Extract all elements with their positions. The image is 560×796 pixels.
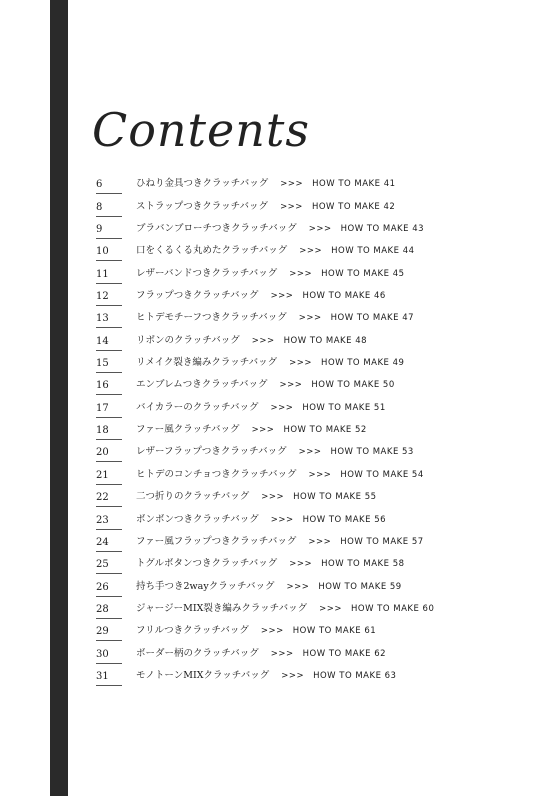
page-number: 8 <box>96 203 122 217</box>
entry-title: エンブレムつきクラッチバッグ <box>136 379 268 391</box>
arrow-separator: >>> <box>280 201 303 212</box>
page-number: 11 <box>96 270 122 284</box>
how-to-make-reference: HOW TO MAKE 42 <box>311 201 396 212</box>
entry-title: ボンボンつきクラッチバッグ <box>136 513 259 525</box>
how-to-make-reference: HOW TO MAKE 54 <box>340 469 424 480</box>
entry-title: リメイク裂き編みクラッチバッグ <box>136 357 278 369</box>
toc-entry[interactable] <box>96 395 516 417</box>
how-to-make-reference: HOW TO MAKE 50 <box>311 380 395 391</box>
arrow-separator: >>> <box>286 581 310 592</box>
entry-title: ファー風クラッチバッグ <box>136 424 240 436</box>
page-number: 18 <box>96 426 122 440</box>
how-to-make-reference: HOW TO MAKE 51 <box>302 402 386 413</box>
toc-entry[interactable] <box>96 619 516 641</box>
book-spine-bar <box>50 0 68 796</box>
page-number: 17 <box>96 404 122 418</box>
how-to-make-reference: HOW TO MAKE 59 <box>318 581 402 592</box>
toc-entry[interactable] <box>96 328 516 350</box>
page-number: 9 <box>96 225 122 239</box>
entry-title: 口をくるくる丸めたクラッチバッグ <box>136 245 288 257</box>
entry-title: ヒトデモチーフつきクラッチバッグ <box>136 312 287 324</box>
arrow-separator: >>> <box>281 670 305 681</box>
entry-title: ジャージーMIX裂き編みクラッチバッグ <box>136 602 308 614</box>
page-number: 26 <box>96 583 122 597</box>
page-title: Contents <box>92 102 310 157</box>
entry-title: バイカラーのクラッチバッグ <box>136 401 259 413</box>
arrow-separator: >>> <box>289 358 313 369</box>
arrow-separator: >>> <box>298 447 322 458</box>
arrow-separator: >>> <box>251 425 275 436</box>
table-of-contents <box>96 172 516 686</box>
how-to-make-reference: HOW TO MAKE 49 <box>321 358 405 369</box>
arrow-separator: >>> <box>270 648 294 659</box>
toc-entry[interactable] <box>96 418 516 440</box>
arrow-separator: >>> <box>251 335 275 346</box>
page-number: 30 <box>96 650 122 664</box>
entry-title: ヒトデのコンチョつきクラッチバッグ <box>136 468 297 480</box>
how-to-make-reference: HOW TO MAKE 44 <box>331 246 415 257</box>
toc-entry[interactable] <box>96 485 516 507</box>
how-to-make-reference: HOW TO MAKE 48 <box>283 335 368 346</box>
toc-entry[interactable] <box>96 574 516 596</box>
how-to-make-reference: HOW TO MAKE 43 <box>340 224 425 235</box>
entry-title: フリルつきクラッチバッグ <box>136 625 249 637</box>
how-to-make-reference: HOW TO MAKE 53 <box>330 447 414 458</box>
entry-title: トグルボタンつきクラッチバッグ <box>136 558 278 570</box>
how-to-make-reference: HOW TO MAKE 45 <box>321 268 405 279</box>
toc-entry[interactable] <box>96 530 516 552</box>
toc-entry[interactable] <box>96 284 516 306</box>
entry-title: ブラバンブローチつきクラッチバッグ <box>136 223 297 235</box>
page-number: 23 <box>96 516 122 530</box>
entry-title: 持ち手つき2wayクラッチバッグ <box>136 580 275 592</box>
arrow-separator: >>> <box>280 179 304 190</box>
toc-entry[interactable] <box>96 664 516 686</box>
arrow-separator: >>> <box>270 514 294 525</box>
toc-entry[interactable] <box>96 440 516 462</box>
how-to-make-reference: HOW TO MAKE 47 <box>330 313 415 324</box>
toc-entry[interactable] <box>96 597 516 619</box>
page-number: 22 <box>96 493 122 507</box>
toc-entry[interactable] <box>96 552 516 574</box>
how-to-make-reference: HOW TO MAKE 57 <box>340 536 424 547</box>
toc-entry[interactable] <box>96 462 516 484</box>
how-to-make-reference: HOW TO MAKE 55 <box>293 492 377 503</box>
page-number: 16 <box>96 381 122 395</box>
arrow-separator: >>> <box>308 469 332 480</box>
page-number: 24 <box>96 538 122 552</box>
how-to-make-reference: HOW TO MAKE 63 <box>313 670 397 681</box>
how-to-make-reference: HOW TO MAKE 62 <box>302 648 387 659</box>
entry-title: ひねり金具つきクラッチバッグ <box>136 178 269 190</box>
entry-title: レザーフラップつきクラッチバッグ <box>136 446 287 458</box>
toc-entry[interactable] <box>96 641 516 663</box>
arrow-separator: >>> <box>270 402 294 413</box>
page-number: 14 <box>96 337 122 351</box>
arrow-separator: >>> <box>260 626 284 637</box>
page-number: 31 <box>96 672 122 686</box>
entry-title: ボーダー柄のクラッチバッグ <box>136 647 259 659</box>
toc-entry[interactable] <box>96 217 516 239</box>
arrow-separator: >>> <box>279 380 303 391</box>
entry-title: ファー風フラップつきクラッチバッグ <box>136 535 297 547</box>
page-number: 6 <box>96 180 122 194</box>
page-number: 15 <box>96 359 122 373</box>
entry-title: レザーバンドつきクラッチバッグ <box>136 267 278 279</box>
how-to-make-reference: HOW TO MAKE 56 <box>302 514 387 525</box>
page-number: 21 <box>96 471 122 485</box>
toc-entry[interactable] <box>96 306 516 328</box>
toc-entry[interactable] <box>96 507 516 529</box>
how-to-make-reference: HOW TO MAKE 60 <box>350 603 435 614</box>
entry-title: フラップつきクラッチバッグ <box>136 290 259 302</box>
page-number: 25 <box>96 560 122 574</box>
page-number: 29 <box>96 627 122 641</box>
arrow-separator: >>> <box>319 603 342 614</box>
toc-entry[interactable] <box>96 351 516 373</box>
entry-title: 二つ折りのクラッチバッグ <box>136 491 250 503</box>
entry-title: リボンのクラッチバッグ <box>136 334 240 346</box>
how-to-make-reference: HOW TO MAKE 46 <box>302 291 386 302</box>
page-number: 20 <box>96 448 122 462</box>
arrow-separator: >>> <box>261 492 285 503</box>
page-number: 13 <box>96 314 122 328</box>
arrow-separator: >>> <box>289 268 313 279</box>
arrow-separator: >>> <box>289 559 313 570</box>
arrow-separator: >>> <box>270 291 294 302</box>
arrow-separator: >>> <box>308 536 332 547</box>
how-to-make-reference: HOW TO MAKE 61 <box>292 626 377 637</box>
toc-entry[interactable] <box>96 261 516 283</box>
page-number: 10 <box>96 247 122 261</box>
toc-entry[interactable] <box>96 172 516 194</box>
toc-entry[interactable] <box>96 373 516 395</box>
toc-entry[interactable] <box>96 194 516 216</box>
arrow-separator: >>> <box>308 224 332 235</box>
entry-title: ストラップつきクラッチバッグ <box>136 200 269 212</box>
how-to-make-reference: HOW TO MAKE 52 <box>283 425 367 436</box>
page-number: 28 <box>96 605 122 619</box>
how-to-make-reference: HOW TO MAKE 58 <box>321 559 405 570</box>
arrow-separator: >>> <box>298 313 322 324</box>
entry-title: モノトーンMIXクラッチバッグ <box>136 669 270 681</box>
how-to-make-reference: HOW TO MAKE 41 <box>312 179 396 190</box>
arrow-separator: >>> <box>299 246 323 257</box>
toc-entry[interactable] <box>96 239 516 261</box>
page-number: 12 <box>96 292 122 306</box>
